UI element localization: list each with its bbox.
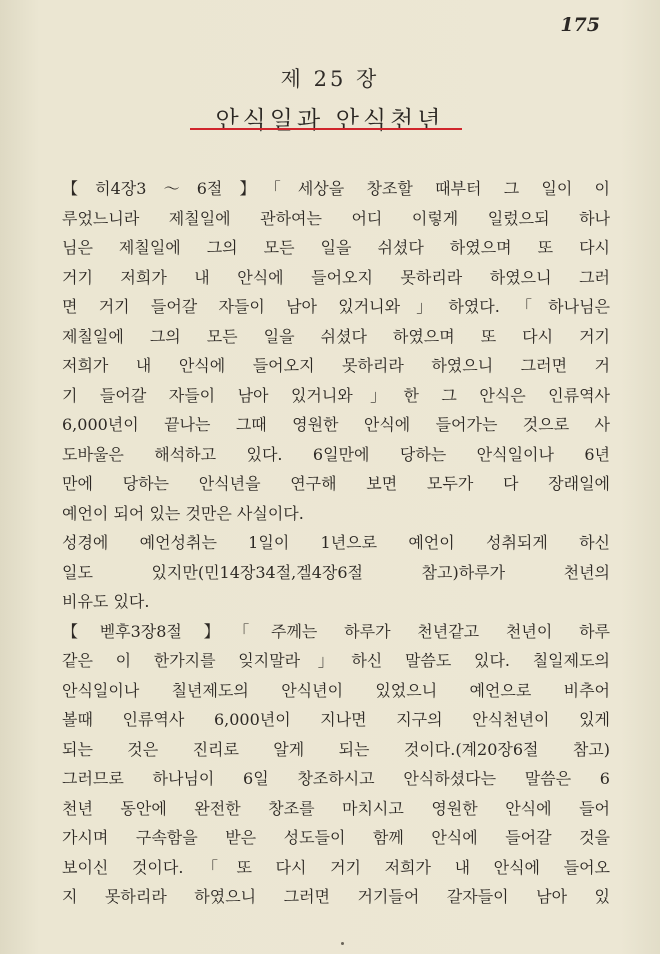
text-line: 6,000년이 끝나는 그때 영원한 안식에 들어가는 것으로 사 (62, 415, 610, 434)
title-underline (190, 128, 462, 130)
text-line: 도바울은 해석하고 있다. 6일만에 당하는 안식일이나 6년 (62, 444, 610, 464)
text-line: 일도 있지만(민14장34절,겔4장6절 참고)하루가 천년의 (62, 562, 610, 582)
text-line: 천년 동안에 완전한 창조를 마치시고 영원한 안식에 들어 (62, 798, 610, 818)
text-line: 되는 것은 진리로 알게 되는 것이다.(계20장6절 참고) (62, 739, 610, 759)
body-text (62, 174, 610, 912)
chapter-title: 안식일과 안식천년 (215, 106, 445, 134)
text-line: 성경에 예언성취는 1일이 1년으로 예언이 성취되게 하신 (62, 533, 610, 552)
text-line: 보이신 것이다.「또 다시 거기 저희가 내 안식에 들어오 (62, 857, 610, 877)
text-line: 볼때 인류역사 6,000년이 지나면 지구의 안식천년이 있게 (62, 710, 610, 729)
ink-speck (341, 942, 344, 945)
text-line: 님은 제칠일에 그의 모든 일을 쉬셨다 하였으며 또 다시 (62, 238, 610, 257)
text-line: 만에 당하는 안식년을 연구해 보면 모두가 다 장래일에 (62, 474, 610, 493)
text-line: 예언이 되어 있는 것만은 사실이다. (62, 503, 304, 523)
text-line: 그러므로 하나님이 6일 창조하시고 안식하셨다는 말씀은 6 (62, 769, 610, 788)
text-line: 【벧후3장8절】「주께는 하루가 천년같고 천년이 하루 (62, 621, 610, 641)
text-line: 저희가 내 안식에 들어오지 못하리라 하였으니 그러면 거 (62, 356, 610, 375)
text-line: 【히4장3～6절】「세상을 창조할 때부터 그 일이 이 (62, 179, 610, 198)
text-line: 루었느니라 제칠일에 관하여는 어디 이렇게 일렀으되 하나 (62, 208, 610, 228)
page-number: 175 (560, 14, 600, 36)
text-line: 안식일이나 칠년제도의 안식년이 있었으니 예언으로 비추어 (62, 680, 610, 700)
text-line: 가시며 구속함을 받은 성도들이 함께 안식에 들어갈 것을 (62, 828, 610, 847)
text-line: 제칠일에 그의 모든 일을 쉬셨다 하였으며 또 다시 거기 (62, 326, 610, 346)
text-line: 비유도 있다. (62, 592, 150, 611)
text-line: 면 거기 들어갈 자들이 남아 있거니와」하였다.「하나님은 (62, 297, 610, 316)
text-line: 기 들어갈 자들이 남아 있거니와」한 그 안식은 인류역사 (62, 385, 610, 405)
chapter-label: 제 25 장 (280, 67, 380, 91)
text-line: 지 못하리라 하였으니 그러면 거기들어 갈자들이 남아 있 (62, 887, 610, 906)
text-line: 거기 저희가 내 안식에 들어오지 못하리라 하였으니 그러 (62, 267, 610, 287)
text-line: 같은 이 한가지를 잊지말라」하신 말씀도 있다. 칠일제도의 (62, 651, 610, 670)
